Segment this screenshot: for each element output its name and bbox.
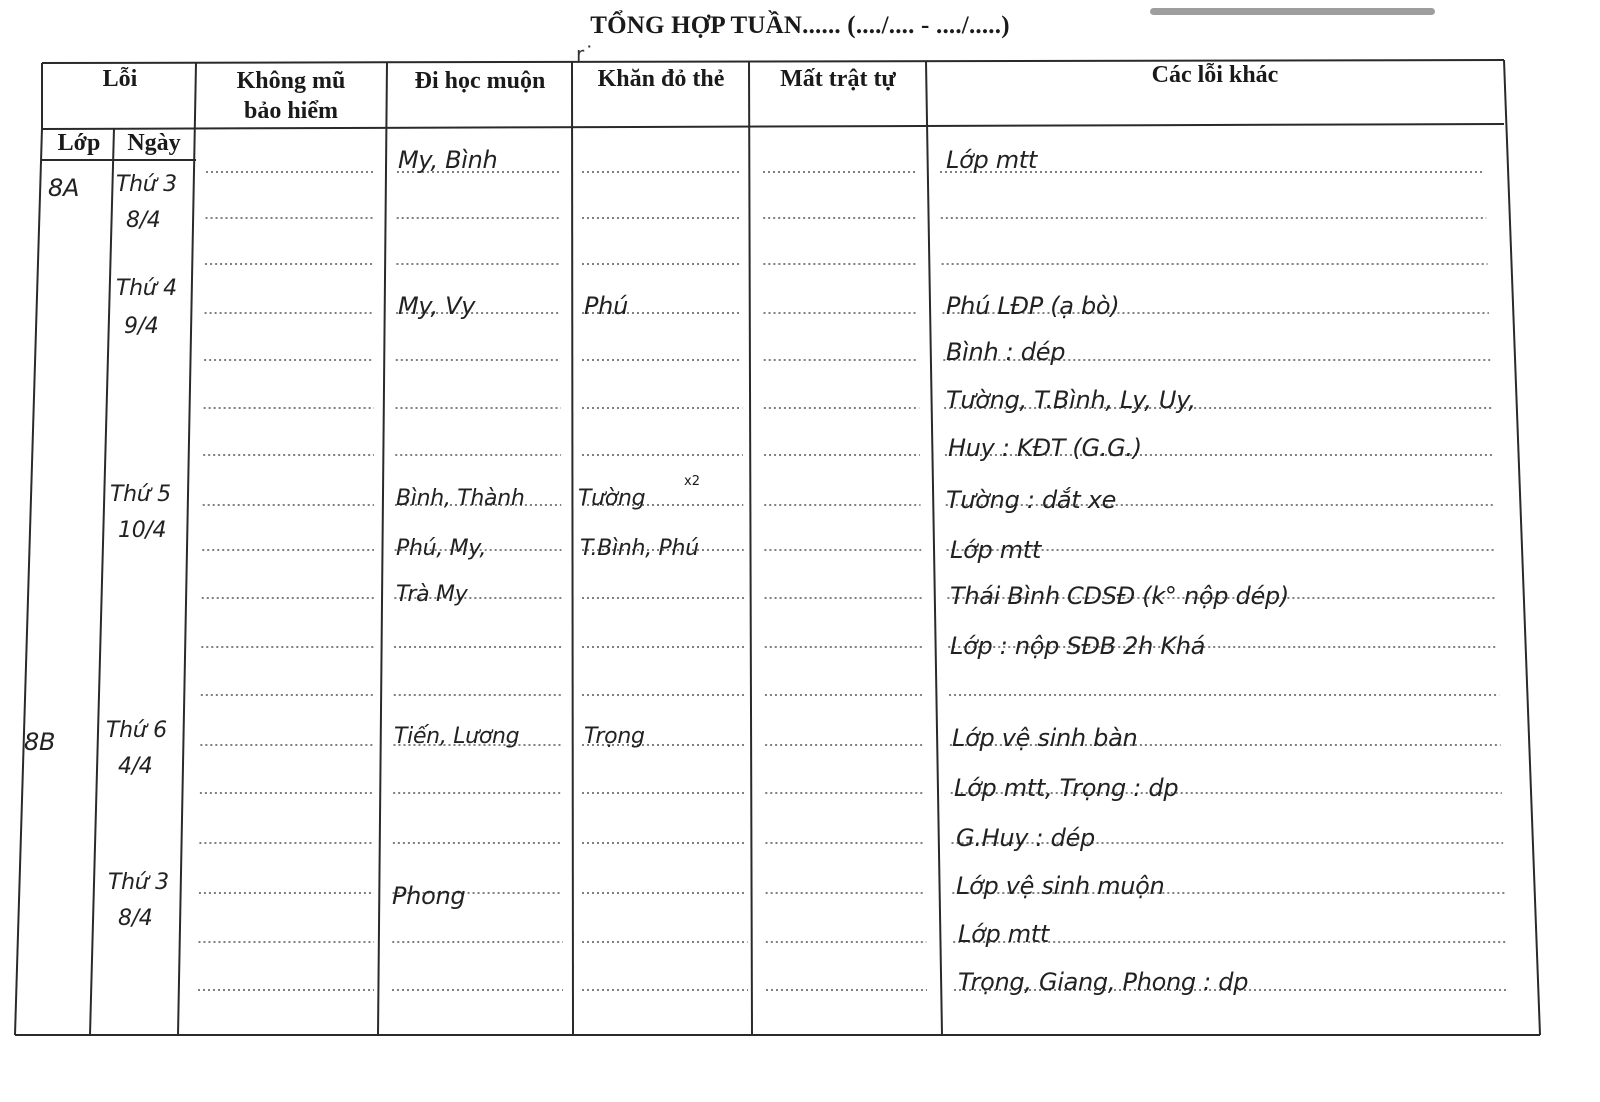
other-entry: Lớp mtt [958, 920, 1050, 948]
other-entry: G.Huy : dép [956, 824, 1095, 852]
other-entry: Lớp mtt [946, 146, 1038, 174]
header-khan-do: Khăn đỏ thẻ [597, 66, 725, 92]
header-loi: Lỗi [102, 66, 138, 92]
header-di-hoc-muon: Đi học muộn [414, 68, 546, 94]
page-title: TỔNG HỢP TUẦN...... (..../.... - ..../.....) [590, 12, 1010, 39]
pen-mark: r˙ [576, 42, 595, 66]
other-entry: Lớp mtt, Trọng : dp [954, 774, 1179, 802]
other-entry: Lớp mtt [950, 536, 1042, 564]
header-khong-mu: Không mũ [236, 68, 346, 94]
late-entry: Phú, My, [396, 536, 487, 561]
scarf-entry: T.Bình, Phú [580, 536, 699, 561]
other-entry: Trọng, Giang, Phong : dp [958, 968, 1249, 996]
other-entry: Lớp vệ sinh muộn [956, 872, 1165, 900]
other-entry: Thái Bình CDSĐ (k° nộp dép) [950, 582, 1289, 610]
header-mat-trat-tu: Mất trật tự [780, 66, 896, 92]
late-entry: My, Bình [398, 146, 498, 174]
scarf-entry: Trọng [584, 724, 645, 749]
day-label: Thứ 6 [106, 718, 167, 743]
late-entry: Trà My [396, 582, 468, 607]
header-lop: Lớp [57, 130, 101, 156]
scarf-entry: Phú [584, 292, 628, 320]
class-label: 8B [24, 728, 56, 756]
scarf-entry: Tường [578, 486, 646, 511]
date-label: 4/4 [118, 754, 153, 779]
other-entry: Bình : dép [946, 338, 1066, 366]
date-label: 8/4 [126, 208, 161, 233]
late-entry: My, Vy [398, 292, 476, 320]
other-entry: Tường : dắt xe [946, 486, 1117, 514]
day-label: Thứ 3 [116, 172, 177, 197]
other-entry: Huy : KĐT (G.G.) [948, 434, 1142, 462]
late-entry: Bình, Thành [396, 486, 525, 511]
other-entry: Lớp : nộp SĐB 2h Khá [950, 632, 1206, 660]
class-label: 8A [48, 174, 80, 202]
date-label: 9/4 [124, 314, 159, 339]
other-entry: Tường, T.Bình, Ly, Uy, [946, 386, 1196, 414]
day-label: Thứ 3 [108, 870, 169, 895]
header-khong-mu-2: bảo hiểm [243, 98, 338, 124]
header-cac-loi-khac: Các lỗi khác [1151, 62, 1279, 88]
late-entry: Tiến, Lương [394, 724, 520, 749]
scarf-multiplier: x2 [684, 474, 700, 489]
other-entry: Phú LĐP (ạ bò) [946, 292, 1120, 320]
date-label: 8/4 [118, 906, 153, 931]
other-entry: Lớp vệ sinh bàn [952, 724, 1138, 752]
header-ngay: Ngày [127, 130, 181, 156]
late-entry: Phong [392, 882, 466, 910]
day-label: Thứ 4 [116, 276, 177, 301]
date-label: 10/4 [118, 518, 167, 543]
day-label: Thứ 5 [110, 482, 171, 507]
